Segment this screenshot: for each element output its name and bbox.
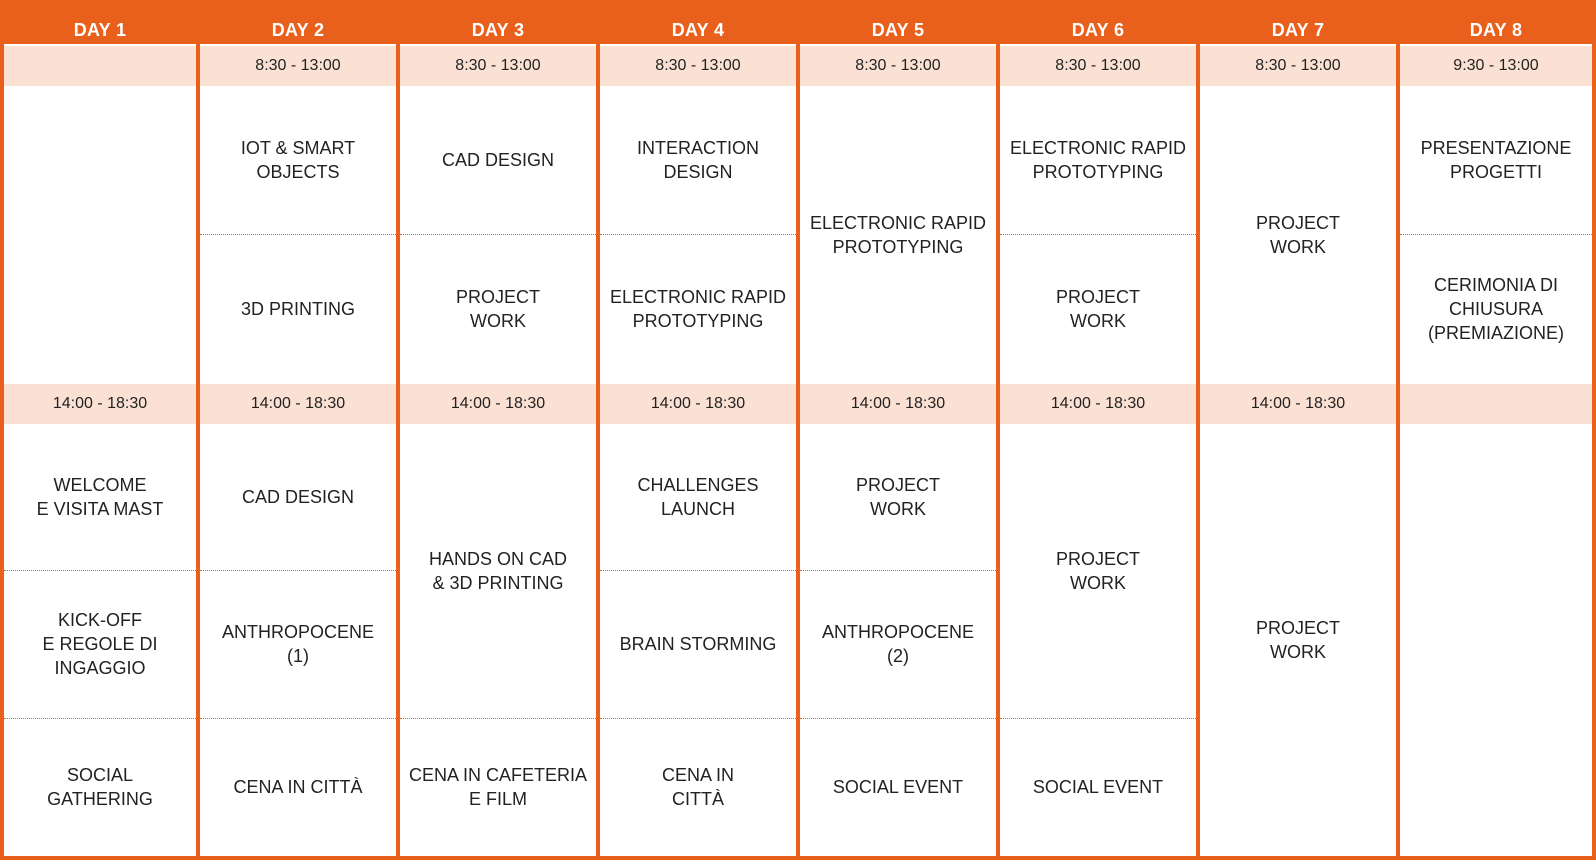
session-block: HANDS ON CAD & 3D PRINTING: [428, 549, 567, 593]
session-block: SOCIAL EVENT: [1032, 777, 1164, 797]
morning-time-band: 8:30 - 13:00: [600, 46, 796, 86]
day-header: DAY 4: [671, 20, 725, 40]
session-block: CENA IN CITTÀ: [233, 777, 363, 797]
session-block: INTERACTION DESIGN: [636, 138, 759, 182]
day-header: DAY 1: [73, 20, 127, 40]
session-block: ELECTRONIC RAPID PROTOTYPING: [609, 287, 787, 331]
session-block: PROJECT WORK: [1255, 213, 1340, 257]
session-block: PROJECT WORK: [455, 287, 540, 331]
morning-time-band: 8:30 - 13:00: [200, 46, 396, 86]
day-header: DAY 3: [471, 20, 525, 40]
morning-time-band: 8:30 - 13:00: [1000, 46, 1196, 86]
afternoon-time-band: 14:00 - 18:30: [1200, 384, 1396, 424]
session-block: ELECTRONIC RAPID PROTOTYPING: [809, 213, 987, 257]
day-header: DAY 8: [1469, 20, 1523, 40]
session-block: PRESENTAZIONE PROGETTI: [1420, 138, 1572, 182]
afternoon-time-band: 14:00 - 18:30: [400, 384, 596, 424]
day-header: DAY 7: [1271, 20, 1325, 40]
session-block: BRAIN STORMING: [619, 634, 777, 654]
session-block: CERIMONIA DI CHIUSURA (PREMIAZIONE): [1427, 275, 1564, 343]
session-block: SOCIAL GATHERING: [47, 765, 153, 809]
afternoon-time-band: 14:00 - 18:30: [1000, 384, 1196, 424]
session-block: PROJECT WORK: [1255, 618, 1340, 662]
session-block: KICK-OFF E REGOLE DI INGAGGIO: [42, 610, 158, 678]
session-block: CHALLENGES LAUNCH: [637, 475, 759, 519]
session-block: CENA IN CAFETERIA E FILM: [408, 765, 588, 809]
session-block: CAD DESIGN: [441, 150, 555, 170]
session-block: ANTHROPOCENE (1): [221, 622, 374, 666]
session-block: PROJECT WORK: [1055, 549, 1140, 593]
morning-time-band: [4, 46, 196, 86]
session-block: ELECTRONIC RAPID PROTOTYPING: [1009, 138, 1187, 182]
session-block: CENA IN CITTÀ: [661, 765, 735, 809]
day-header: DAY 5: [871, 20, 925, 40]
session-block: PROJECT WORK: [855, 475, 940, 519]
session-block: CAD DESIGN: [241, 487, 355, 507]
session-block: WELCOME E VISITA MAST: [36, 475, 164, 519]
session-block: SOCIAL EVENT: [832, 777, 964, 797]
session-block: ANTHROPOCENE (2): [821, 622, 974, 666]
morning-time-band: 8:30 - 13:00: [1200, 46, 1396, 86]
afternoon-time-band: 14:00 - 18:30: [600, 384, 796, 424]
session-block: IOT & SMART OBJECTS: [240, 138, 356, 182]
afternoon-time-band: 14:00 - 18:30: [800, 384, 996, 424]
afternoon-time-band: 14:00 - 18:30: [200, 384, 396, 424]
morning-time-band: 8:30 - 13:00: [400, 46, 596, 86]
session-block: 3D PRINTING: [240, 299, 355, 319]
morning-time-band: 9:30 - 13:00: [1400, 46, 1592, 86]
afternoon-time-band: [1400, 384, 1592, 424]
day-header: DAY 2: [271, 20, 325, 40]
afternoon-time-band: 14:00 - 18:30: [4, 384, 196, 424]
session-block: PROJECT WORK: [1055, 287, 1140, 331]
day-header: DAY 6: [1071, 20, 1125, 40]
morning-time-band: 8:30 - 13:00: [800, 46, 996, 86]
